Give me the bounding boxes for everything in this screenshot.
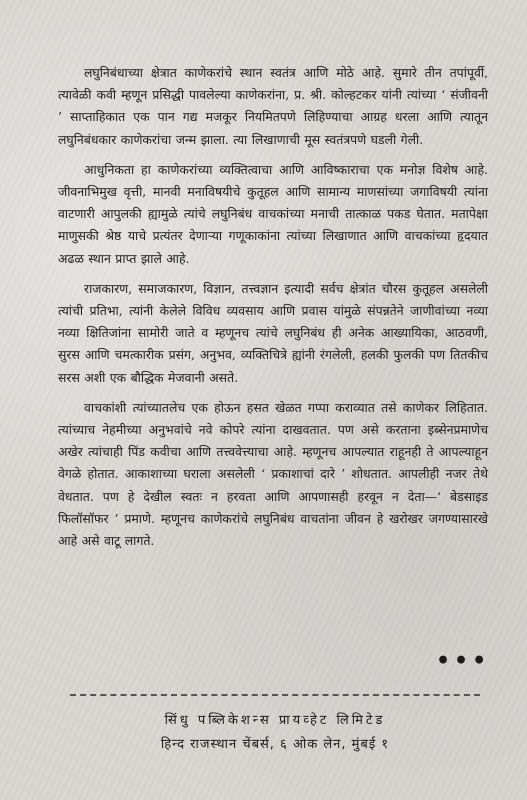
ellipsis-ornament: ••• (436, 648, 491, 674)
paragraph-3-text: राजकारण, समाजकारण, विज्ञान, तत्त्वज्ञान इत्यादी सर्वच क्षेत्रांत चौरस कुतूहल असलेली त्यांची प्रतिभा, त्यांनी केलेले विविध व्यवसाय आणि प्रवास यांमुळे संपन्नतेने जाणीवांच्या नव्या नव्या क्षितिजांना सामोरी जाते व म्हणूनच त्यांचे लघुनिबंध ही अनेक आख्यायिका, आठवणी, सुरस आणि चमत्कारीक प्रसंग, अनुभव, व्यक्तिचित्रे ह्यांनी रंगलेली, हलकी फुलकी पण तितकीच सरस अशी एक बौद्धिक मेजवानी असते. (58, 280, 488, 385)
divider (70, 694, 480, 696)
publisher-address: हिन्द राजस्थान चेंबर्स, ६ ओक लेन, मुंबई १ (160, 737, 390, 752)
paragraph-1-text: लघुनिबंधाच्या क्षेत्रात काणेकरांचे स्थान स्वतंत्र आणि मोठे आहे. सुमारे तीन तपांपूर्वी, त्यावेळी कवी म्हणून प्रसिद्धी पावलेल्या काणेकरांना, प्र. श्री. कोल्हटकर यांनी त्यांच्या ‘ संजीवनी ’ साप्ताहिकात एक पान गद्य मजकूर नियमितपणे लिहिण्याचा आग्रह धरला आणि त्यातून लघुनिबंधकार काणेकरांचा जन्म झाला. त्या लिखाणाची मूस स्वतंत्रपणे घडली गेली. (58, 65, 488, 147)
publisher-name: सिंधु पब्लिकेशन्स प्रायव्हेट लिमिटेड (164, 713, 386, 728)
paragraph-4-text: वाचकांशी त्यांच्यातलेच एक होऊन हसत खेळत गप्पा कराव्यात तसे काणेकर लिहितात. त्यांच्याच नेहमीच्या अनुभवांचे नवे कोपरे त्यांना दाखवतात. पण असे करताना इब्सेनप्रमाणेच अखेर त्यांचाही पिंड कवीचा आणि तत्त्ववेत्त्याचा आहे. म्हणूनच आपल्यात राहूनही ते आपल्याहून वेगळे होतात. आकाशाच्या घराला असलेली ‘ प्रकाशाचां दारे ’ शोधतात. आपलीही नजर तेथे वेधतात. पण हे देखील स्वतः न हरवता आणि आपणासही हरवून न देता—‘ बेडसाइड फिलॉसॉफर ’ प्रमाणे. म्हणूनच काणेकरांचे लघुनिबंध वाचतांना जीवन हे खरोखर जगण्यासारखे आहे असे वाटू लागते. (58, 399, 488, 549)
paragraph-2-text: आधुनिकता हा काणेकरांच्या व्यक्तित्वाचा आणि आविष्काराचा एक मनोज्ञ विशेष आहे. जीवनाभिमुख वृत्ती, मानवी मनाविषयीचे कुतूहल आणि सामान्य माणसांच्या जगाविषयी त्यांना वाटणारी आपुलकी ह्यामुळे त्यांचे लघुनिबंध वाचकांच्या मनाची तात्काळ पकड घेतात. मतापेक्षा माणुसकी श्रेष्ठ याचे प्रत्यंतर देणाऱ्या गणूकाकांना त्यांच्या लिखाणात आणि वाचकांच्या हृदयात अढळ स्थान प्राप्त झाले आहे. (58, 161, 488, 266)
paragraph-4 (58, 397, 488, 552)
paragraph-2 (58, 159, 488, 270)
document-body (58, 62, 488, 560)
paragraph-3 (58, 278, 488, 389)
publisher-block (60, 710, 490, 752)
paragraph-1 (58, 62, 488, 151)
